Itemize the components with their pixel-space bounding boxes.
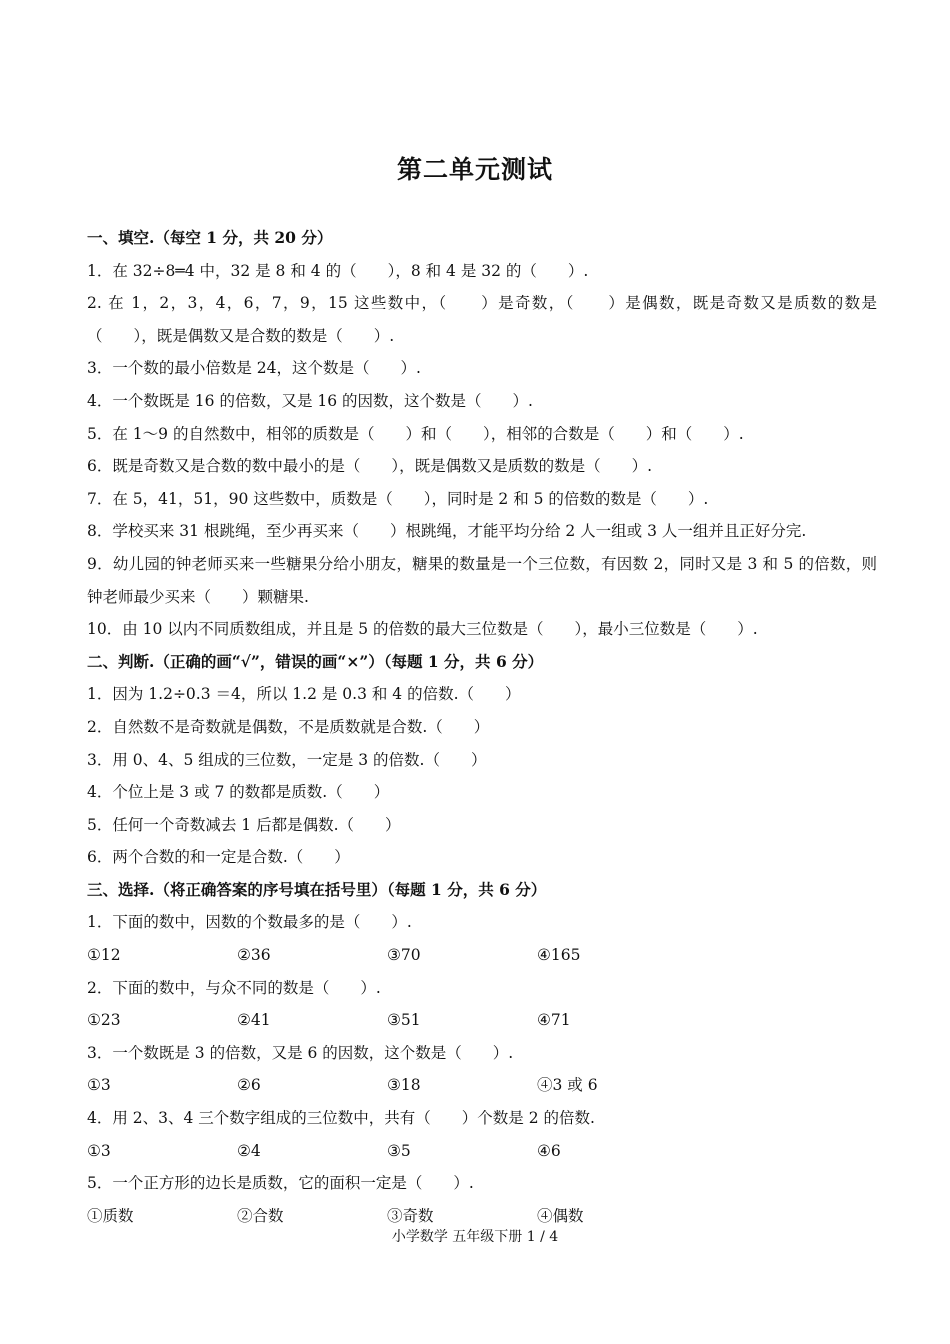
section-3-heading: 三、选择.（将正确答案的序号填在括号里）（每题 1 分，共 6 分）: [87, 879, 547, 899]
choice-options-1: [87, 939, 877, 972]
choice-option: ④6: [537, 1141, 561, 1160]
choice-option: ②6: [237, 1076, 261, 1095]
judge-question-5: 5．任何一个奇数减去 1 后都是偶数.（ ）: [87, 815, 401, 834]
choice-options-2: [87, 1004, 877, 1037]
fill-question-8: 8．学校买来 31 根跳绳，至少再买来（ ）根跳绳，才能平均分给 2 人一组或 3 人一组并且正好分完.: [87, 522, 807, 541]
judge-question-3: 3．用 0、4、5 组成的三位数，一定是 3 的倍数.（ ）: [87, 750, 487, 769]
judge-question-4: 4．个位上是 3 或 7 的数都是质数.（ ）: [87, 783, 390, 802]
fill-question-1: 1．在 32÷8═4 中，32 是 8 和 4 的（ ），8 和 4 是 32 的（ ）.: [87, 261, 589, 280]
document-content: [87, 222, 877, 1232]
judge-question-6: 6．两个合数的和一定是合数.（ ）: [87, 848, 350, 867]
choice-option: ③5: [387, 1141, 411, 1160]
choice-question-4: 4．用 2、3、4 三个数字组成的三位数中，共有（ ）个数是 2 的倍数.: [87, 1109, 595, 1128]
choice-option: ②4: [237, 1141, 261, 1160]
choice-option: ②36: [237, 946, 271, 965]
section-1-heading: 一、填空.（每空 1 分，共 20 分）: [87, 228, 333, 247]
choice-option: ④165: [537, 946, 581, 965]
choice-option: ④偶数: [537, 1206, 584, 1225]
choice-option: ③51: [387, 1011, 421, 1030]
choice-option: ①23: [87, 1011, 121, 1030]
choice-option: ③70: [387, 946, 421, 965]
choice-options-3: [87, 1069, 877, 1102]
fill-question-7: 7．在 5，41，51，90 这些数中，质数是（ ），同时是 2 和 5 的倍数的数是（ ）.: [87, 489, 709, 508]
judge-question-1: 1．因为 1.2÷0.3 ＝4，所以 1.2 是 0.3 和 4 的倍数.（ ）: [87, 685, 521, 704]
page-footer: 小学数学 五年级下册 1 / 4: [391, 1229, 559, 1245]
choice-option: ①3: [87, 1076, 111, 1095]
fill-question-6: 6．既是奇数又是合数的数中最小的是（ ），既是偶数又是质数的数是（ ）.: [87, 457, 653, 476]
choice-option: ③18: [387, 1076, 421, 1095]
choice-question-3: 3．一个数既是 3 的倍数，又是 6 的因数，这个数是（ ）.: [87, 1043, 514, 1062]
section-2-heading: 二、判断.（正确的画“√”，错误的画“×”）（每题 1 分，共 6 分）: [87, 651, 544, 671]
choice-option: ④3 或 6: [537, 1076, 598, 1095]
choice-options-4: [87, 1135, 877, 1168]
choice-option: ①3: [87, 1141, 111, 1160]
choice-option: ③奇数: [387, 1206, 434, 1225]
fill-question-3: 3．一个数的最小倍数是 24，这个数是（ ）.: [87, 359, 421, 378]
choice-option: ②41: [237, 1011, 271, 1030]
choice-question-5: 5．一个正方形的边长是质数，它的面积一定是（ ）.: [87, 1174, 474, 1193]
judge-question-2: 2．自然数不是奇数就是偶数，不是质数就是合数.（ ）: [87, 717, 490, 736]
fill-question-4: 4．一个数既是 16 的倍数，又是 16 的因数，这个数是（ ）.: [87, 391, 533, 410]
choice-question-2: 2．下面的数中，与众不同的数是（ ）.: [87, 978, 381, 997]
page-title: 第二单元测试: [396, 155, 553, 184]
choice-option: ①12: [87, 946, 121, 965]
choice-option: ②合数: [237, 1206, 284, 1225]
fill-question-9: 9．幼儿园的钟老师买来一些糖果分给小朋友，糖果的数量是一个三位数，有因数 2，同时又是 3 和 5 的倍数，则钟老师最少买来（ ）颗糖果.: [87, 554, 877, 606]
choice-option: ④71: [537, 1011, 571, 1030]
choice-question-1: 1．下面的数中，因数的个数最多的是（ ）.: [87, 913, 412, 932]
choice-option: ①质数: [87, 1206, 134, 1225]
fill-question-10: 10．由 10 以内不同质数组成，并且是 5 的倍数的最大三位数是（ ），最小三位数是（ ）.: [87, 620, 758, 639]
fill-question-5: 5．在 1～9 的自然数中，相邻的质数是（ ）和（ ），相邻的合数是（ ）和（ ）.: [87, 424, 744, 443]
fill-question-2: 2. 在 1，2，3，4，6，7，9，15 这些数中，（ ）是奇数，（ ）是偶数，既是奇数又是质数的数是（ ），既是偶数又是合数的数是（ ）.: [87, 294, 877, 345]
